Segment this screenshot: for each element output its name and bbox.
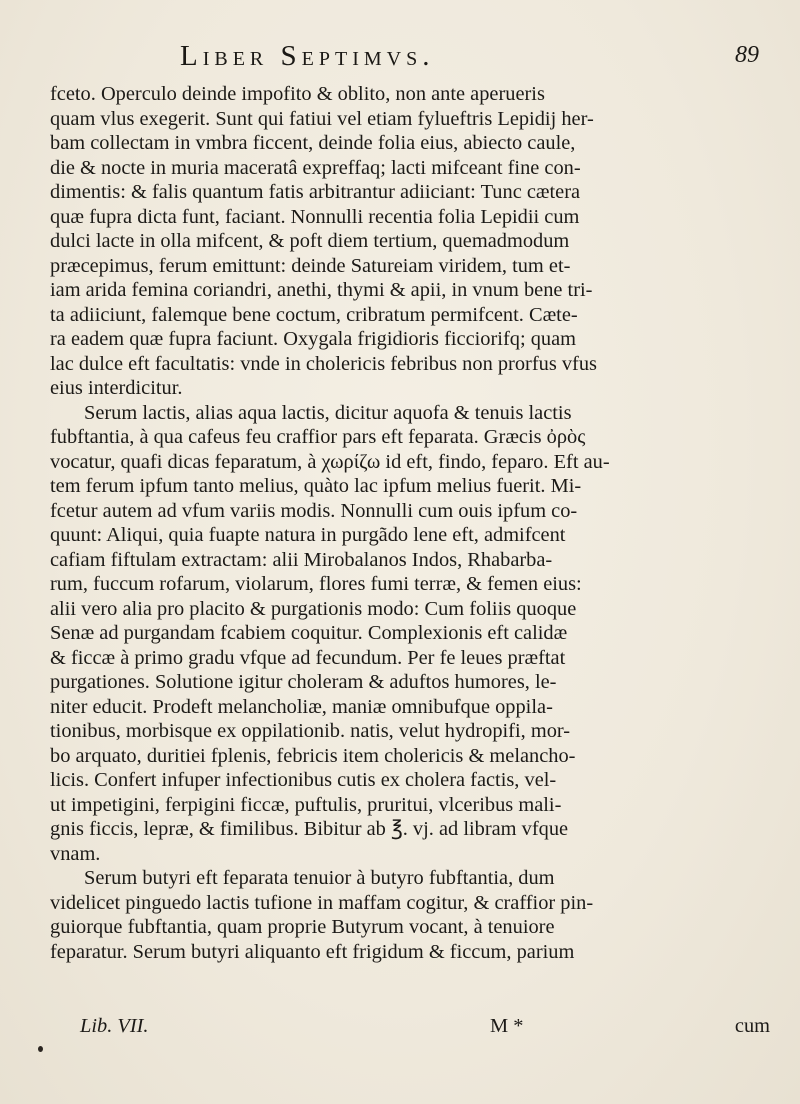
text-line: præcepimus, ferum emittunt: deinde Satureiam viridem, tum et- xyxy=(50,254,571,277)
text-line: dimentis: & falis quantum fatis arbitrantur adiiciant: Tunc cætera xyxy=(50,181,581,203)
text-line: cafiam fiftulam extractam: alii Mirobalanos Indos, Rhabarba- xyxy=(50,548,553,571)
page-header xyxy=(0,40,800,76)
book-signature: Lib. VII. xyxy=(80,1015,149,1037)
ink-speck xyxy=(38,1046,43,1052)
paragraph-start-line: Serum butyri eft feparata tenuior à butyro fubftantia, dum xyxy=(84,867,555,889)
text-line: fcetur autem ad vfum variis modis. Nonnulli cum ouis ipfum co- xyxy=(50,499,578,522)
text-line: vocatur, quafi dicas feparatum, à χωρίζω id eft, findo, feparo. Eft au- xyxy=(50,450,610,473)
text-line: fubftantia, à qua cafeus feu craffior pars eft feparata. Græcis ὀρὸς xyxy=(50,426,586,448)
body-text xyxy=(50,82,770,964)
text-line: bo arquato, duritiei fplenis, febricis item cholericis & melancho- xyxy=(50,744,576,767)
text-line: quam vlus exegerit. Sunt qui fatiui vel etiam fylueftris Lepidij her- xyxy=(50,107,594,130)
catchline xyxy=(50,1015,770,1041)
text-line: niter educit. Prodeft melancholiæ, maniæ omnibufque oppila- xyxy=(50,695,553,718)
text-line: tionibus, morbisque ex oppilationib. natis, velut hydropifi, mor- xyxy=(50,720,571,742)
text-line: ta adiiciunt, falemque bene coctum, cribratum permifcent. Cæte- xyxy=(50,303,578,326)
running-head: Liber Septimvs. xyxy=(180,40,435,72)
text-line: bam collectam in vmbra ficcent, deinde folia eius, abiecto caule, xyxy=(50,132,576,154)
text-line: fceto. Operculo deinde impofito & oblito, non ante aperueris xyxy=(50,83,545,105)
text-line: ra eadem quæ fupra faciunt. Oxygala frigidioris ficciorifq; quam xyxy=(50,328,577,350)
text-line: vnam. xyxy=(50,842,101,865)
text-line: purgationes. Solutione igitur choleram & aduftos humores, le- xyxy=(50,671,557,693)
text-line: videlicet pinguedo lactis tufione in maffam cogitur, & craffior pin- xyxy=(50,891,594,914)
text-line: feparatur. Serum butyri aliquanto eft frigidum & ficcum, parium xyxy=(50,940,575,963)
paragraph-start-line: Serum lactis, alias aqua lactis, dicitur aquofa & tenuis lactis xyxy=(84,401,572,424)
text-line: Senæ ad purgandam fcabiem coquitur. Complexionis eft calidæ xyxy=(50,622,568,644)
text-line: guiorque fubftantia, quam proprie Butyrum vocant, à tenuiore xyxy=(50,916,555,938)
text-line: quæ fupra dicta funt, faciant. Nonnulli recentia folia Lepidii cum xyxy=(50,205,580,228)
text-line: quunt: Aliqui, quia fuapte natura in purgãdo lene eft, admifcent xyxy=(50,524,566,546)
text-line: iam arida femina coriandri, anethi, thymi & apii, in vnum bene tri- xyxy=(50,279,593,301)
text-line: & ficcæ à primo gradu vfque ad fecundum. Per fe leues præftat xyxy=(50,646,566,669)
text-line: eius interdicitur. xyxy=(50,377,183,399)
text-line: lac dulce eft facultatis: vnde in cholericis febribus non prorfus vfus xyxy=(50,352,597,375)
text-line: rum, fuccum rofarum, violarum, flores fumi terræ, & femen eius: xyxy=(50,573,582,595)
text-line: gnis ficcis, lepræ, & fimilibus. Bibitur ab ℥. vj. ad libram vfque xyxy=(50,818,569,840)
catchword: cum xyxy=(734,1015,770,1037)
text-line: die & nocte in muria maceratâ expreffaq; lacti mifceant fine con- xyxy=(50,156,581,179)
page-number: 89 xyxy=(735,42,759,68)
text-line: licis. Confert infuper infectionibus cutis ex cholera factis, vel- xyxy=(50,769,557,791)
text-line: dulci lacte in olla mifcent, & poft diem tertium, quemadmodum xyxy=(50,230,570,252)
text-line: tem ferum ipfum tanto melius, quàto lac ipfum melius fuerit. Mi- xyxy=(50,475,582,497)
text-line: ut impetigini, ferpigini ficcæ, puftulis, pruritui, vlceribus mali- xyxy=(50,793,562,816)
text-line: alii vero alia pro placito & purgationis modo: Cum foliis quoque xyxy=(50,597,577,620)
signature-mark: M * xyxy=(490,1015,524,1037)
